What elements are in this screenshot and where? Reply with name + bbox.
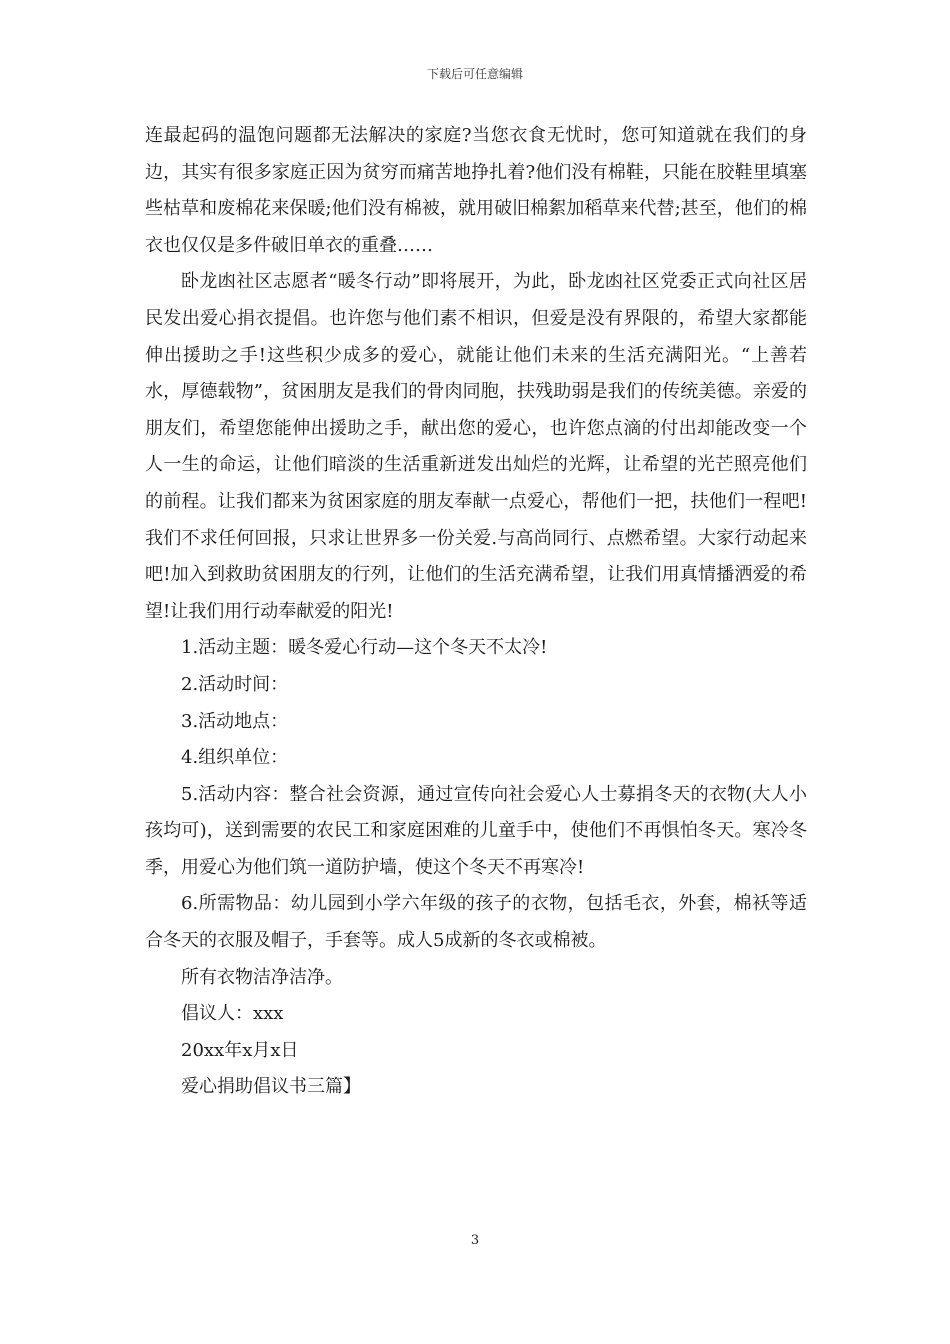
- signature-initiator: 倡议人：xxx: [181, 1003, 284, 1025]
- paragraph-continuation: 连最起码的温饱问题都无法解决的家庭?当您衣食无忧时，您可知道就在我们的身边，其实有很多家庭正因为贫穷而痛苦地挣扎着?他们没有棉鞋，只能在胶鞋里填塞些枯草和废棉花来保暖;他们没有棉被，就用破旧棉絮加稻草来代替;甚至，他们的棉衣也仅仅是多件破旧单衣的重叠……: [145, 125, 807, 256]
- paragraph-clean-clothes: 所有衣物洁净洁净。: [181, 966, 343, 988]
- paragraph-initiative: 卧龙凼社区志愿者“暖冬行动”即将展开，为此，卧龙凼社区党委正式向社区居民发出爱心捐衣提倡。也许您与他们素不相识，但爱是没有界限的，希望大家都能伸出援助之手!这些积少成多的爱心，就能让他们未来的生活充满阳光。“上善若水，厚德载物”，贫困朋友是我们的骨肉同胞，扶残助弱是我们的传统美德。亲爱的朋友们，希望您能伸出援助之手，献出您的爱心，也许您点滴的付出却能改变一个人一生的命运，让他们暗淡的生活重新迸发出灿烂的光辉，让希望的光芒照亮他们的前程。让我们都来为贫困家庭的朋友奉献一点爱心，帮他们一把，扶他们一程吧!我们不求任何回报，只求让世界多一份关爱.与高尚同行、点燃希望。大家行动起来吧!加入到救助贫困朋友的行列，让他们的生活充满希望，让我们用真情播洒爱的希望!让我们用行动奉献爱的阳光!: [145, 271, 807, 622]
- item-required-items: 6.所需物品：幼儿园到小学六年级的孩子的衣物，包括毛衣，外套，棉袄等适合冬天的衣服及帽子，手套等。成人5成新的冬衣或棉被。: [145, 893, 807, 952]
- section-title-next: 爱心捐助倡议书三篇】: [181, 1076, 361, 1098]
- page-header-note: 下载后可任意编辑: [426, 67, 523, 81]
- page-number: 3: [470, 1233, 480, 1248]
- document-body: [145, 118, 807, 1106]
- item-activity-theme: 1.活动主题：暖冬爱心行动—这个冬天不太冷!: [181, 637, 548, 659]
- item-activity-content: 5.活动内容：整合社会资源，通过宣传向社会爱心人士募捐冬天的衣物(大人小孩均可)，送到需要的农民工和家庭困难的儿童手中，使他们不再惧怕冬天。寒冷冬季，用爱心为他们筑一道防护墙，使这个冬天不再寒冷!: [145, 783, 807, 878]
- item-organizer: 4.组织单位：: [181, 747, 289, 769]
- item-activity-location: 3.活动地点：: [181, 710, 289, 732]
- item-activity-time: 2.活动时间：: [181, 673, 289, 695]
- signature-date: 20xx年x月x日: [181, 1039, 299, 1061]
